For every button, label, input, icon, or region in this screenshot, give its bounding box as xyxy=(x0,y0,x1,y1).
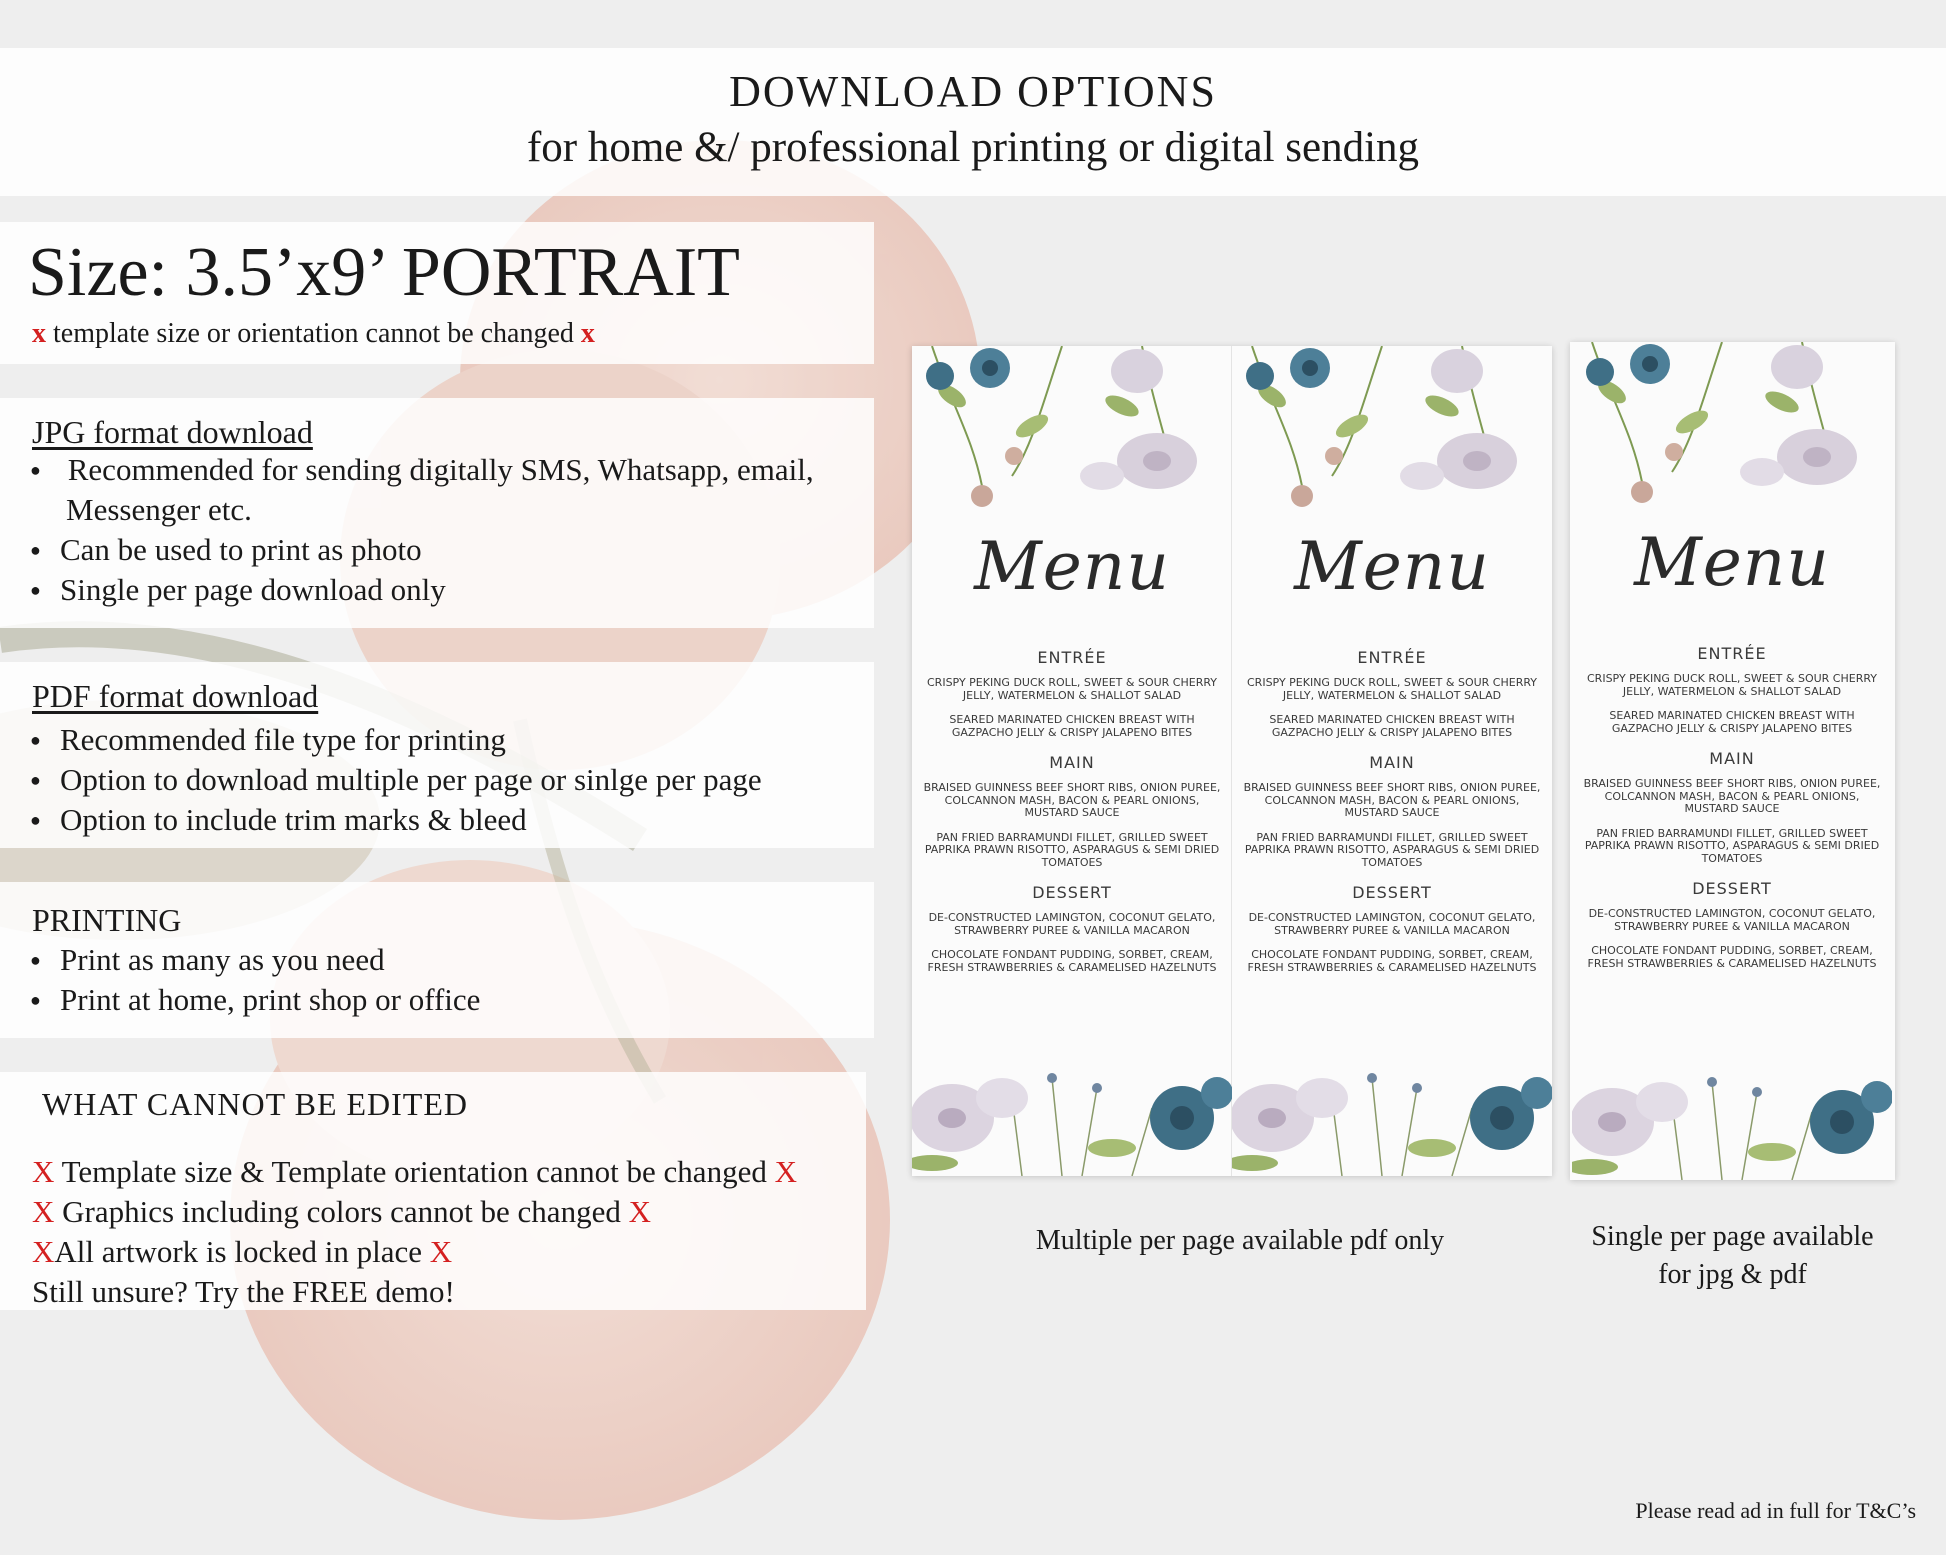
jpg-panel xyxy=(0,398,874,628)
menu-item: SEARED MARINATED CHICKEN BREAST WITH GAZPACHO JELLY & CRISPY JALAPENO BITES xyxy=(1269,713,1515,739)
list-item: ● Recommended for sending digitally SMS, Whatsapp, email, Messenger etc. xyxy=(30,450,814,530)
cannot-edit-lines xyxy=(32,1152,797,1312)
cannot-edit-heading: WHAT CANNOT BE EDITED xyxy=(42,1086,468,1122)
page-subtitle: for home &/ professional printing or digital sending xyxy=(526,124,1420,171)
menu-item: SEARED MARINATED CHICKEN BREAST WITH GAZPACHO JELLY & CRISPY JALAPENO BITES xyxy=(1609,709,1855,735)
menu-body xyxy=(922,648,1222,986)
pdf-panel xyxy=(0,662,874,848)
pdf-list xyxy=(30,720,762,840)
menu-section-heading: DESSERT xyxy=(1692,879,1772,898)
menu-item: PAN FRIED BARRAMUNDI FILLET, GRILLED SWEET PAPRIKA PRAWN RISOTTO, ASPARAGUS & SEMI DRIED TOMATOES xyxy=(1244,830,1540,869)
printing-list xyxy=(30,940,480,1020)
list-item: ● Print as many as you need xyxy=(30,940,480,980)
menu-section-heading: DESSERT xyxy=(1032,883,1112,902)
x-mark-icon: X xyxy=(774,1154,797,1189)
menu-title: Menu xyxy=(974,528,1170,605)
list-item: ● Recommended file type for printing xyxy=(30,720,762,760)
x-mark-icon: X xyxy=(429,1234,453,1269)
caption-multiple: Multiple per page available pdf only xyxy=(1035,1225,1445,1256)
menu-item: DE-CONSTRUCTED LAMINGTON, COCONUT GELATO, STRAWBERRY PUREE & VANILLA MACARON xyxy=(1588,907,1876,933)
menu-item: PAN FRIED BARRAMUNDI FILLET, GRILLED SWEET PAPRIKA PRAWN RISOTTO, ASPARAGUS & SEMI DRIED TOMATOES xyxy=(1584,826,1880,865)
menu-section-heading: MAIN xyxy=(1709,749,1755,768)
menu-title: Menu xyxy=(1294,528,1490,605)
list-item: ● Can be used to print as photo xyxy=(30,530,814,570)
menu-section-heading: MAIN xyxy=(1369,753,1415,772)
menu-card-single xyxy=(1570,342,1895,1180)
jpg-heading: JPG format download xyxy=(32,414,313,450)
menu-section-heading: ENTRÉE xyxy=(1697,644,1767,663)
printing-heading: PRINTING xyxy=(32,902,182,938)
x-mark-icon: X xyxy=(32,1234,55,1269)
x-mark-icon: x xyxy=(32,318,46,349)
list-item: XAll artwork is locked in place X xyxy=(32,1234,453,1269)
menu-item: CRISPY PEKING DUCK ROLL, SWEET & SOUR CHERRY JELLY, WATERMELON & SHALLOT SALAD xyxy=(1247,676,1537,702)
menu-item: SEARED MARINATED CHICKEN BREAST WITH GAZPACHO JELLY & CRISPY JALAPENO BITES xyxy=(949,713,1195,739)
menu-item: BRAISED GUINNESS BEEF SHORT RIBS, ONION PUREE, COLCANNON MASH, BACON & PEARL ONIONS, MUSTARD SAUCE xyxy=(1583,777,1881,815)
menu-item: PAN FRIED BARRAMUNDI FILLET, GRILLED SWEET PAPRIKA PRAWN RISOTTO, ASPARAGUS & SEMI DRIED TOMATOES xyxy=(924,830,1220,869)
size-heading: Size: 3.5’x9’ PORTRAIT xyxy=(28,234,740,311)
x-mark-icon: x xyxy=(580,318,595,349)
menu-item: CRISPY PEKING DUCK ROLL, SWEET & SOUR CHERRY JELLY, WATERMELON & SHALLOT SALAD xyxy=(927,676,1217,702)
floral-top-decoration xyxy=(1232,346,1552,536)
menu-item: DE-CONSTRUCTED LAMINGTON, COCONUT GELATO, STRAWBERRY PUREE & VANILLA MACARON xyxy=(928,911,1216,937)
menu-item: DE-CONSTRUCTED LAMINGTON, COCONUT GELATO, STRAWBERRY PUREE & VANILLA MACARON xyxy=(1248,911,1536,937)
menu-column xyxy=(1572,342,1892,1180)
list-item: ● Option to download multiple per page or sinlge per page xyxy=(30,760,762,800)
floral-top-decoration xyxy=(1572,342,1892,532)
floral-top-decoration xyxy=(912,346,1232,536)
caption-single: Single per page available for jpg & pdf xyxy=(1591,1221,1874,1290)
menu-item: BRAISED GUINNESS BEEF SHORT RIBS, ONION PUREE, COLCANNON MASH, BACON & PEARL ONIONS, MUSTARD SAUCE xyxy=(1243,781,1541,819)
menu-section-heading: ENTRÉE xyxy=(1037,648,1107,667)
size-panel xyxy=(0,222,874,364)
printing-panel xyxy=(0,882,874,1038)
list-item: ● Single per page download only xyxy=(30,570,814,610)
list-item: X Template size & Template orientation cannot be changed X xyxy=(32,1154,797,1189)
menu-column xyxy=(1232,346,1552,1176)
list-item: X Graphics including colors cannot be changed X xyxy=(32,1194,651,1229)
footnote: Please read ad in full for T&C’s xyxy=(1635,1498,1916,1523)
x-mark-icon: X xyxy=(32,1154,55,1189)
menu-title: Menu xyxy=(1634,524,1830,601)
menu-item: CHOCOLATE FONDANT PUDDING, SORBET, CREAM, FRESH STRAWBERRIES & CARAMELISED HAZELNUTS xyxy=(1587,944,1877,970)
jpg-list xyxy=(30,450,814,610)
cannot-edit-panel xyxy=(0,1072,866,1310)
menu-item: CHOCOLATE FONDANT PUDDING, SORBET, CREAM, FRESH STRAWBERRIES & CARAMELISED HAZELNUTS xyxy=(1247,948,1537,974)
pdf-heading: PDF format download xyxy=(32,678,319,714)
list-item: ● Option to include trim marks & bleed xyxy=(30,800,762,840)
menu-item: CRISPY PEKING DUCK ROLL, SWEET & SOUR CHERRY JELLY, WATERMELON & SHALLOT SALAD xyxy=(1587,672,1877,698)
floral-bottom-decoration xyxy=(1232,1058,1552,1176)
menu-section-heading: ENTRÉE xyxy=(1357,648,1427,667)
x-mark-icon: X xyxy=(32,1194,55,1229)
floral-bottom-decoration xyxy=(912,1058,1232,1176)
header-band xyxy=(0,48,1946,196)
menu-column xyxy=(912,346,1232,1176)
menu-item: BRAISED GUINNESS BEEF SHORT RIBS, ONION PUREE, COLCANNON MASH, BACON & PEARL ONIONS, MUSTARD SAUCE xyxy=(923,781,1221,819)
x-mark-icon: X xyxy=(628,1194,651,1229)
list-item: ● Print at home, print shop or office xyxy=(30,980,480,1020)
menu-card-multiple xyxy=(912,346,1552,1176)
menu-section-heading: DESSERT xyxy=(1352,883,1432,902)
page-title: DOWNLOAD OPTIONS xyxy=(729,67,1217,116)
size-note xyxy=(32,318,595,350)
floral-bottom-decoration xyxy=(1572,1062,1892,1180)
menu-section-heading: MAIN xyxy=(1049,753,1095,772)
menu-body xyxy=(1242,648,1542,986)
closing-line: Still unsure? Try the FREE demo! xyxy=(32,1274,455,1309)
menu-item: CHOCOLATE FONDANT PUDDING, SORBET, CREAM, FRESH STRAWBERRIES & CARAMELISED HAZELNUTS xyxy=(927,948,1217,974)
size-note-text: template size or orientation cannot be changed xyxy=(53,318,574,349)
menu-body xyxy=(1582,644,1882,982)
